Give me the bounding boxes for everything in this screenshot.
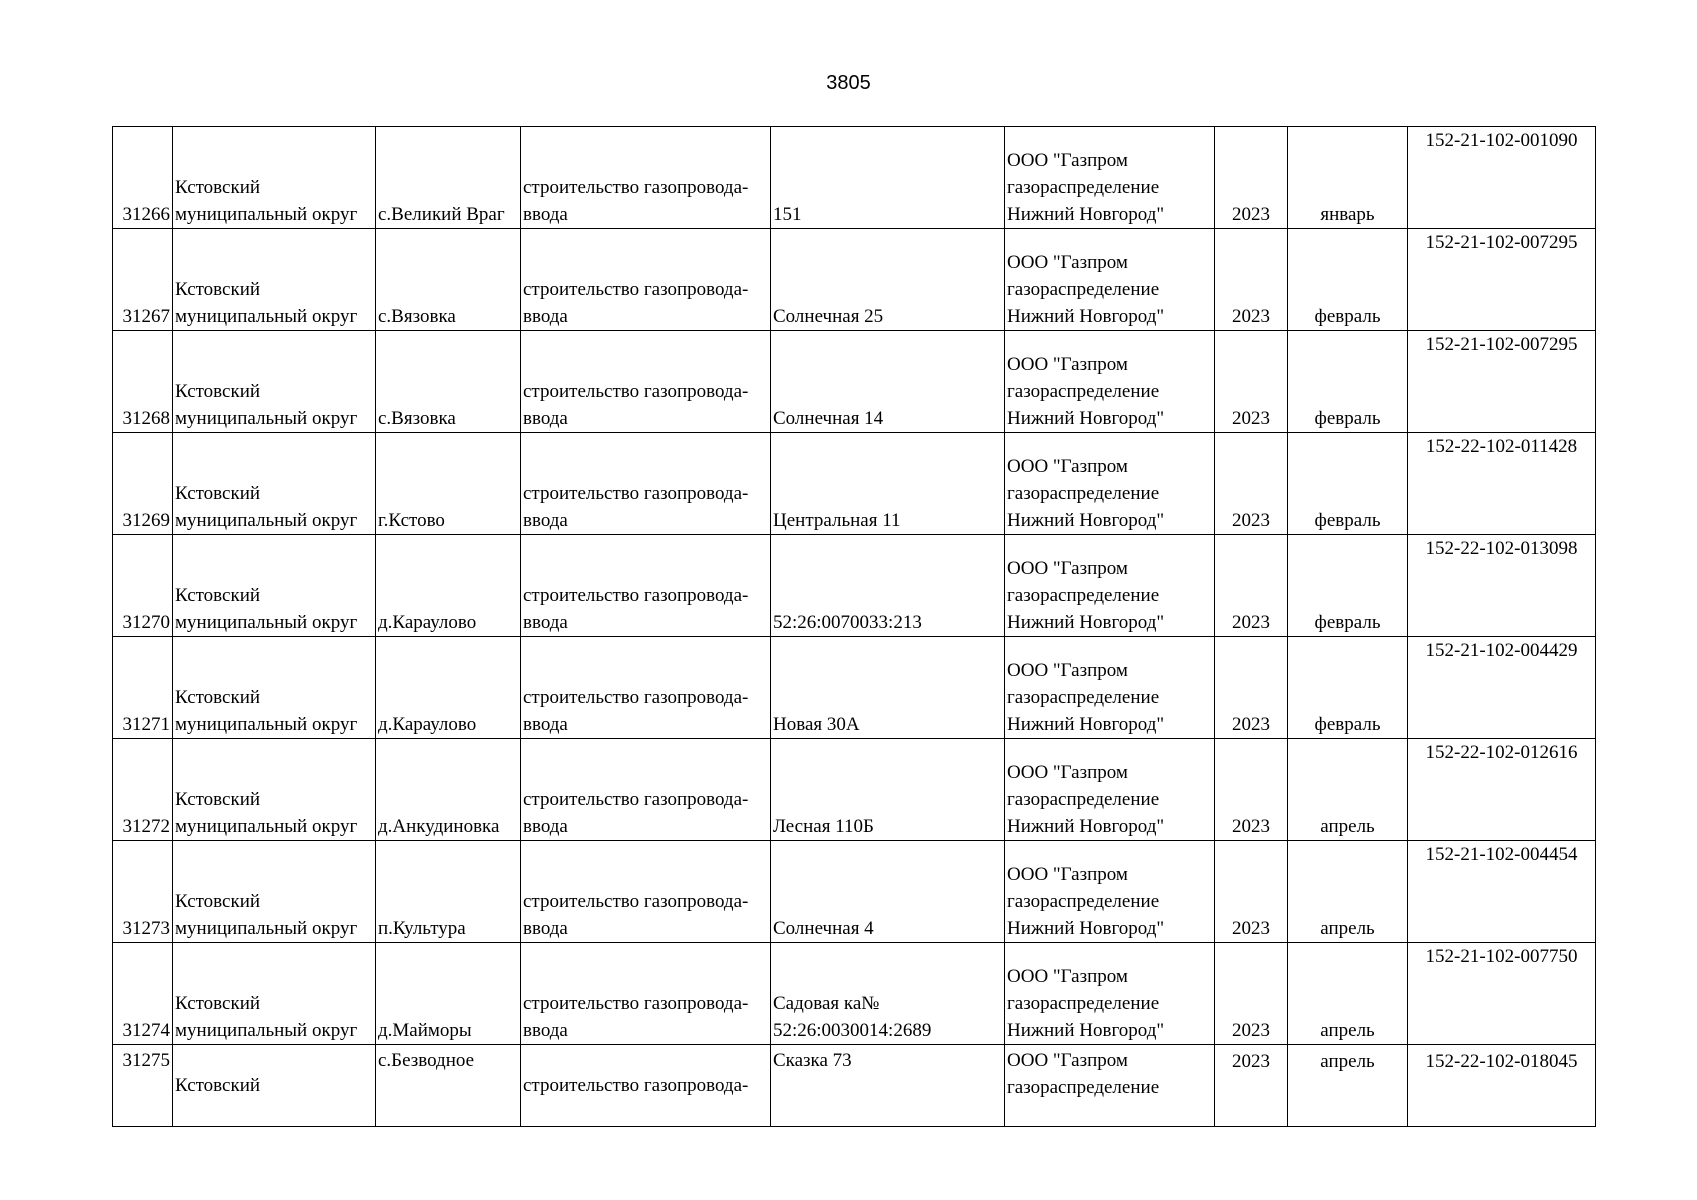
address-1-text: Солнечная 25: [773, 306, 884, 327]
row-number-cell: [113, 331, 173, 433]
locality-cell: [376, 433, 521, 535]
code-text: 152-22-102-018045: [1425, 1051, 1578, 1072]
code-text: 152-22-102-012616: [1425, 742, 1578, 763]
work-type-cell: [521, 637, 771, 739]
work-type-cell: [521, 331, 771, 433]
row-number-cell: [113, 943, 173, 1045]
locality-text: с.Великий Враг: [378, 204, 505, 225]
district-1-text: Кстовский: [175, 483, 261, 504]
district-2-text: муниципальный округ: [175, 816, 358, 837]
table-row: [113, 331, 1596, 433]
address-cell: [771, 637, 1005, 739]
organization-cell: [1005, 841, 1215, 943]
month-text: февраль: [1314, 612, 1381, 633]
district-2-text: муниципальный округ: [175, 306, 358, 327]
locality-cell: [376, 637, 521, 739]
year-cell: [1215, 841, 1288, 943]
district-2-text: муниципальный округ: [175, 714, 358, 735]
locality-cell: [376, 535, 521, 637]
district-2-text: муниципальный округ: [175, 510, 358, 531]
district-cell: [173, 433, 376, 535]
work-1-text: строительство газопровода-: [523, 891, 749, 912]
work-1-text: строительство газопровода-: [523, 687, 749, 708]
locality-text: д.Анкудиновка: [378, 816, 500, 837]
year-text: 2023: [1232, 612, 1270, 633]
year-text: 2023: [1232, 714, 1270, 735]
registration-code-cell: [1408, 229, 1596, 331]
work-2-text: ввода: [523, 612, 568, 633]
district-1-text: Кстовский: [175, 177, 261, 198]
num-text: 31271: [122, 714, 170, 735]
num-text: 31275: [122, 1050, 170, 1071]
locality-text: д.Караулово: [378, 714, 477, 735]
district-2-text: муниципальный округ: [175, 918, 358, 939]
page-number: 3805: [826, 72, 871, 94]
district-1-text: Кстовский: [175, 891, 261, 912]
organization-cell: [1005, 535, 1215, 637]
org-2-text: газораспределение: [1007, 789, 1160, 810]
table-row: [113, 1045, 1596, 1127]
work-2-text: ввода: [523, 204, 568, 225]
work-1-text: строительство газопровода-: [523, 1075, 749, 1096]
locality-text: с.Вязовка: [378, 306, 456, 327]
address-cell: [771, 739, 1005, 841]
district-1-text: Кстовский: [175, 1075, 261, 1096]
address-cell: [771, 229, 1005, 331]
year-text: 2023: [1232, 1020, 1270, 1041]
org-1-text: ООО "Газпром: [1007, 1050, 1128, 1071]
org-3-text: Нижний Новгород": [1007, 1020, 1165, 1041]
org-3-text: Нижний Новгород": [1007, 408, 1165, 429]
registration-code-cell: [1408, 1045, 1596, 1127]
address-1-text: Солнечная 4: [773, 918, 874, 939]
code-text: 152-21-102-007750: [1425, 946, 1578, 967]
registration-code-cell: [1408, 943, 1596, 1045]
work-type-cell: [521, 229, 771, 331]
year-text: 2023: [1232, 918, 1270, 939]
address-cell: [771, 433, 1005, 535]
address-cell: [771, 331, 1005, 433]
code-text: 152-21-102-004429: [1425, 640, 1578, 661]
num-text: 31267: [122, 306, 170, 327]
org-1-text: ООО "Газпром: [1007, 762, 1128, 783]
num-text: 31270: [122, 612, 170, 633]
work-1-text: строительство газопровода-: [523, 993, 749, 1014]
organization-cell: [1005, 331, 1215, 433]
work-2-text: ввода: [523, 918, 568, 939]
locality-text: с.Безводное: [378, 1050, 475, 1071]
org-1-text: ООО "Газпром: [1007, 558, 1128, 579]
address-1-text: Новая 30А: [773, 714, 860, 735]
year-text: 2023: [1232, 816, 1270, 837]
row-number-cell: [113, 535, 173, 637]
work-type-cell: [521, 433, 771, 535]
organization-cell: [1005, 637, 1215, 739]
month-text: февраль: [1314, 306, 1381, 327]
num-text: 31273: [122, 918, 170, 939]
work-type-cell: [521, 535, 771, 637]
locality-text: п.Культура: [378, 918, 466, 939]
org-2-text: газораспределение: [1007, 279, 1160, 300]
organization-cell: [1005, 127, 1215, 229]
address-1-text: Центральная 11: [773, 510, 901, 531]
table-row: [113, 229, 1596, 331]
month-text: январь: [1320, 204, 1375, 225]
district-cell: [173, 1045, 376, 1127]
num-text: 31274: [122, 1020, 170, 1041]
organization-cell: [1005, 1045, 1215, 1127]
org-2-text: газораспределение: [1007, 1077, 1160, 1098]
month-cell: [1288, 637, 1408, 739]
year-text: 2023: [1232, 510, 1270, 531]
table-row: [113, 637, 1596, 739]
registration-code-cell: [1408, 433, 1596, 535]
org-3-text: Нижний Новгород": [1007, 612, 1165, 633]
work-1-text: строительство газопровода-: [523, 585, 749, 606]
district-2-text: муниципальный округ: [175, 612, 358, 633]
district-cell: [173, 841, 376, 943]
organization-cell: [1005, 229, 1215, 331]
year-cell: [1215, 739, 1288, 841]
table-row: [113, 739, 1596, 841]
row-number-cell: [113, 739, 173, 841]
locality-cell: [376, 943, 521, 1045]
address-cell: [771, 127, 1005, 229]
year-text: 2023: [1232, 306, 1270, 327]
year-text: 2023: [1232, 204, 1270, 225]
district-1-text: Кстовский: [175, 585, 261, 606]
num-text: 31272: [122, 816, 170, 837]
locality-text: с.Вязовка: [378, 408, 456, 429]
code-text: 152-21-102-007295: [1425, 232, 1578, 253]
organization-cell: [1005, 433, 1215, 535]
org-2-text: газораспределение: [1007, 483, 1160, 504]
month-cell: [1288, 331, 1408, 433]
month-cell: [1288, 535, 1408, 637]
month-cell: [1288, 1045, 1408, 1127]
address-cell: [771, 1045, 1005, 1127]
registration-code-cell: [1408, 127, 1596, 229]
district-2-text: муниципальный округ: [175, 1020, 358, 1041]
work-type-cell: [521, 943, 771, 1045]
org-3-text: Нижний Новгород": [1007, 204, 1165, 225]
org-2-text: газораспределение: [1007, 381, 1160, 402]
work-2-text: ввода: [523, 306, 568, 327]
work-2-text: ввода: [523, 1020, 568, 1041]
address-1-text: 151: [773, 204, 802, 225]
month-text: апрель: [1320, 1051, 1375, 1072]
locality-cell: [376, 739, 521, 841]
year-text: 2023: [1232, 408, 1270, 429]
code-text: 152-21-102-001090: [1425, 130, 1578, 151]
org-3-text: Нижний Новгород": [1007, 816, 1165, 837]
row-number-cell: [113, 841, 173, 943]
district-cell: [173, 637, 376, 739]
org-2-text: газораспределение: [1007, 177, 1160, 198]
work-1-text: строительство газопровода-: [523, 381, 749, 402]
org-1-text: ООО "Газпром: [1007, 966, 1128, 987]
table-row: [113, 433, 1596, 535]
address-cell: [771, 943, 1005, 1045]
work-1-text: строительство газопровода-: [523, 789, 749, 810]
table-row: [113, 943, 1596, 1045]
work-2-text: ввода: [523, 408, 568, 429]
district-cell: [173, 127, 376, 229]
address-cell: [771, 535, 1005, 637]
month-text: февраль: [1314, 510, 1381, 531]
address-1-text: Садовая ка№: [773, 993, 880, 1014]
month-text: февраль: [1314, 714, 1381, 735]
org-2-text: газораспределение: [1007, 585, 1160, 606]
org-3-text: Нижний Новгород": [1007, 510, 1165, 531]
district-1-text: Кстовский: [175, 789, 261, 810]
work-1-text: строительство газопровода-: [523, 483, 749, 504]
num-text: 31266: [122, 204, 170, 225]
district-2-text: муниципальный округ: [175, 204, 358, 225]
org-2-text: газораспределение: [1007, 687, 1160, 708]
year-cell: [1215, 127, 1288, 229]
org-2-text: газораспределение: [1007, 891, 1160, 912]
locality-cell: [376, 229, 521, 331]
month-cell: [1288, 943, 1408, 1045]
locality-cell: [376, 331, 521, 433]
district-cell: [173, 739, 376, 841]
address-2-text: 52:26:0030014:2689: [773, 1020, 932, 1041]
year-cell: [1215, 1045, 1288, 1127]
org-3-text: Нижний Новгород": [1007, 306, 1165, 327]
year-cell: [1215, 943, 1288, 1045]
gas-pipeline-registry-table: [112, 126, 1596, 1127]
year-cell: [1215, 229, 1288, 331]
table-row: [113, 535, 1596, 637]
locality-cell: [376, 1045, 521, 1127]
org-1-text: ООО "Газпром: [1007, 864, 1128, 885]
month-text: апрель: [1320, 918, 1375, 939]
district-1-text: Кстовский: [175, 279, 261, 300]
year-cell: [1215, 637, 1288, 739]
work-type-cell: [521, 1045, 771, 1127]
month-cell: [1288, 127, 1408, 229]
locality-text: г.Кстово: [378, 510, 445, 531]
district-cell: [173, 943, 376, 1045]
row-number-cell: [113, 229, 173, 331]
num-text: 31269: [122, 510, 170, 531]
district-cell: [173, 331, 376, 433]
code-text: 152-22-102-011428: [1425, 436, 1578, 457]
row-number-cell: [113, 637, 173, 739]
month-text: апрель: [1320, 1020, 1375, 1041]
work-1-text: строительство газопровода-: [523, 177, 749, 198]
work-1-text: строительство газопровода-: [523, 279, 749, 300]
district-cell: [173, 229, 376, 331]
locality-text: д.Майморы: [378, 1020, 472, 1041]
month-cell: [1288, 229, 1408, 331]
registration-code-cell: [1408, 841, 1596, 943]
work-2-text: ввода: [523, 816, 568, 837]
address-1-text: Сказка 73: [773, 1050, 852, 1071]
registration-code-cell: [1408, 535, 1596, 637]
address-1-text: Лесная 110Б: [773, 816, 874, 837]
org-2-text: газораспределение: [1007, 993, 1160, 1014]
month-cell: [1288, 739, 1408, 841]
year-cell: [1215, 535, 1288, 637]
work-type-cell: [521, 739, 771, 841]
district-1-text: Кстовский: [175, 993, 261, 1014]
code-text: 152-22-102-013098: [1425, 538, 1578, 559]
registration-code-cell: [1408, 637, 1596, 739]
month-cell: [1288, 841, 1408, 943]
work-type-cell: [521, 841, 771, 943]
registration-code-cell: [1408, 739, 1596, 841]
locality-cell: [376, 127, 521, 229]
address-cell: [771, 841, 1005, 943]
month-cell: [1288, 433, 1408, 535]
month-text: февраль: [1314, 408, 1381, 429]
table-row: [113, 841, 1596, 943]
work-type-cell: [521, 127, 771, 229]
row-number-cell: [113, 127, 173, 229]
work-2-text: ввода: [523, 714, 568, 735]
row-number-cell: [113, 433, 173, 535]
year-text: 2023: [1232, 1051, 1270, 1072]
code-text: 152-21-102-007295: [1425, 334, 1578, 355]
year-cell: [1215, 433, 1288, 535]
org-1-text: ООО "Газпром: [1007, 252, 1128, 273]
work-2-text: ввода: [523, 510, 568, 531]
org-1-text: ООО "Газпром: [1007, 354, 1128, 375]
org-3-text: Нижний Новгород": [1007, 918, 1165, 939]
code-text: 152-21-102-004454: [1425, 844, 1578, 865]
address-1-text: Солнечная 14: [773, 408, 884, 429]
address-1-text: 52:26:0070033:213: [773, 612, 922, 633]
locality-text: д.Караулово: [378, 612, 477, 633]
district-1-text: Кстовский: [175, 381, 261, 402]
organization-cell: [1005, 943, 1215, 1045]
org-3-text: Нижний Новгород": [1007, 714, 1165, 735]
district-1-text: Кстовский: [175, 687, 261, 708]
org-1-text: ООО "Газпром: [1007, 660, 1128, 681]
locality-cell: [376, 841, 521, 943]
district-2-text: муниципальный округ: [175, 408, 358, 429]
district-cell: [173, 535, 376, 637]
registration-code-cell: [1408, 331, 1596, 433]
table-row: [113, 127, 1596, 229]
organization-cell: [1005, 739, 1215, 841]
org-1-text: ООО "Газпром: [1007, 150, 1128, 171]
month-text: апрель: [1320, 816, 1375, 837]
num-text: 31268: [122, 408, 170, 429]
org-1-text: ООО "Газпром: [1007, 456, 1128, 477]
row-number-cell: [113, 1045, 173, 1127]
year-cell: [1215, 331, 1288, 433]
